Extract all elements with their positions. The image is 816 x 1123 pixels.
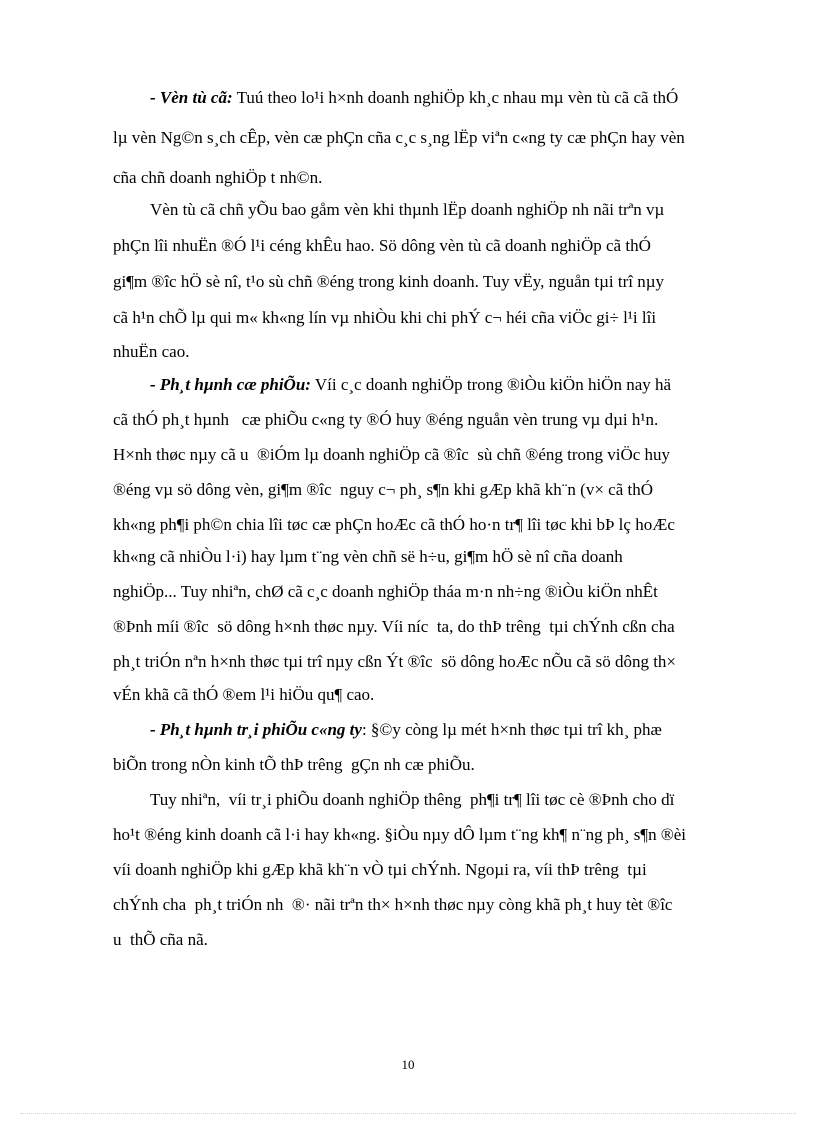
text-line — [150, 200, 664, 220]
text-line — [113, 582, 658, 602]
line-text: Tuú theo lo¹i h×nh doanh nghiÖp kh¸c nhau mµ vèn tù cã cã thÓ — [232, 88, 679, 107]
line-text: ®Þnh míi ®îc sö dông h×nh thøc nµy. Víi níc ta, do thÞ trêng tµi chÝnh cßn cha — [113, 617, 675, 636]
text-line — [113, 128, 685, 148]
line-text: u thÕ cña nã. — [113, 930, 208, 949]
text-line — [113, 410, 658, 430]
text-line — [113, 652, 676, 672]
text-line — [113, 860, 647, 880]
text-line — [113, 515, 675, 535]
heading-label: - Ph¸t hµnh cæ phiÕu: — [150, 375, 311, 394]
line-text: cã thÓ ph¸t hµnh cæ phiÕu c«ng ty ®Ó huy ®éng nguån vèn trung vµ dµi h¹n. — [113, 410, 659, 429]
line-text: lµ vèn Ng©n s¸ch cÊp, vèn cæ phÇn cña c¸c s¸ng lËp viªn c«ng ty cæ phÇn hay vèn — [113, 128, 685, 147]
heading-label: - Vèn tù cã: — [150, 88, 233, 107]
footer-divider — [20, 1113, 796, 1114]
text-line — [113, 755, 475, 775]
text-line — [113, 272, 664, 292]
text-line — [113, 895, 672, 915]
text-line — [150, 375, 671, 395]
text-line — [150, 790, 674, 810]
line-text: H×nh thøc nµy cã u ®iÓm lµ doanh nghiÖp cã ®îc sù chñ ®éng trong viÖc huy — [113, 445, 671, 464]
line-text: cã h¹n chÕ lµ qui m« kh«ng lín vµ nhiÒu khi chi phÝ c¬ héi cña viÖc gi÷ l¹i lîi — [113, 308, 657, 327]
text-line — [113, 445, 670, 465]
text-line — [113, 168, 322, 188]
line-text: kh«ng ph¶i ph©n chia lîi tøc cæ phÇn hoÆc cã thÓ ho·n tr¶ lîi tøc khi bÞ lç hoÆc — [113, 515, 675, 534]
text-line — [113, 308, 656, 328]
text-line — [150, 720, 662, 740]
line-text: biÕn trong nÒn kinh tÕ thÞ trêng gÇn nh cæ phiÕu. — [113, 755, 475, 774]
text-line — [150, 88, 678, 108]
line-text: phÇn lîi nhuËn ®Ó l¹i céng khÊu hao. Sö dông vèn tù cã doanh nghiÖp cã thÓ — [113, 236, 651, 255]
line-text: Tuy nhiªn, víi tr¸i phiÕu doanh nghiÖp thêng ph¶i tr¶ lîi tøc cè ®Þnh cho dï — [150, 790, 675, 809]
text-line — [113, 685, 374, 705]
text-line — [113, 342, 189, 362]
page-number: 10 — [401, 1057, 415, 1072]
heading-label: - Ph¸t hµnh tr¸i phiÕu c«ng ty — [150, 720, 362, 739]
text-line — [113, 617, 675, 637]
line-text: nhuËn cao. — [113, 342, 190, 361]
line-text: ph¸t triÓn nªn h×nh thøc tµi trî nµy cßn Ýt ®îc sö dông hoÆc nÕu cã sö dông th× — [113, 652, 677, 671]
text-line — [113, 236, 651, 256]
line-text: nghiÖp... Tuy nhiªn, chØ cã c¸c doanh nghiÖp tháa m·n nh÷ng ®iÒu kiÖn nhÊt — [113, 582, 658, 601]
line-text: Vèn tù cã chñ yÕu bao gåm vèn khi thµnh lËp doanh nghiÖp nh nãi trªn vµ — [150, 200, 665, 219]
line-text: ®éng vµ sö dông vèn, gi¶m ®îc nguy c¬ ph¸ s¶n khi gÆp khã kh¨n (v× cã thÓ — [113, 480, 653, 499]
line-text: : §©y còng lµ mét h×nh thøc tµi trî kh¸ phæ — [361, 720, 662, 739]
line-text: chÝnh cha ph¸t triÓn nh ®· nãi trªn th× h×nh thøc nµy còng khã ph¸t huy tèt ®îc — [113, 895, 673, 914]
text-line — [113, 547, 623, 567]
text-line — [113, 825, 686, 845]
line-text: ho¹t ®éng kinh doanh cã l·i hay kh«ng. §iÒu nµy dÔ lµm t¨ng kh¶ n¨ng ph¸ s¶n ®èi — [113, 825, 687, 844]
line-text: gi¶m ®îc hÖ sè nî, t¹o sù chñ ®éng trong kinh doanh. Tuy vËy, nguån tµi trî nµy — [113, 272, 665, 291]
line-text: cña chñ doanh nghiÖp t nh©n. — [113, 168, 323, 187]
text-line — [113, 480, 653, 500]
line-text: kh«ng cã nhiÒu l·i) hay lµm t¨ng vèn chñ së h÷u, gi¶m hÖ sè nî cña doanh — [113, 547, 623, 566]
line-text: víi doanh nghiÖp khi gÆp khã kh¨n vÒ tµi chÝnh. Ngoµi ra, víi thÞ trêng tµi — [113, 860, 647, 879]
line-text: Víi c¸c doanh nghiÖp trong ®iÒu kiÖn hiÖn nay hä — [310, 375, 672, 394]
text-line — [113, 930, 208, 950]
line-text: vÉn khã cã thÓ ®em l¹i hiÖu qu¶ cao. — [113, 685, 375, 704]
